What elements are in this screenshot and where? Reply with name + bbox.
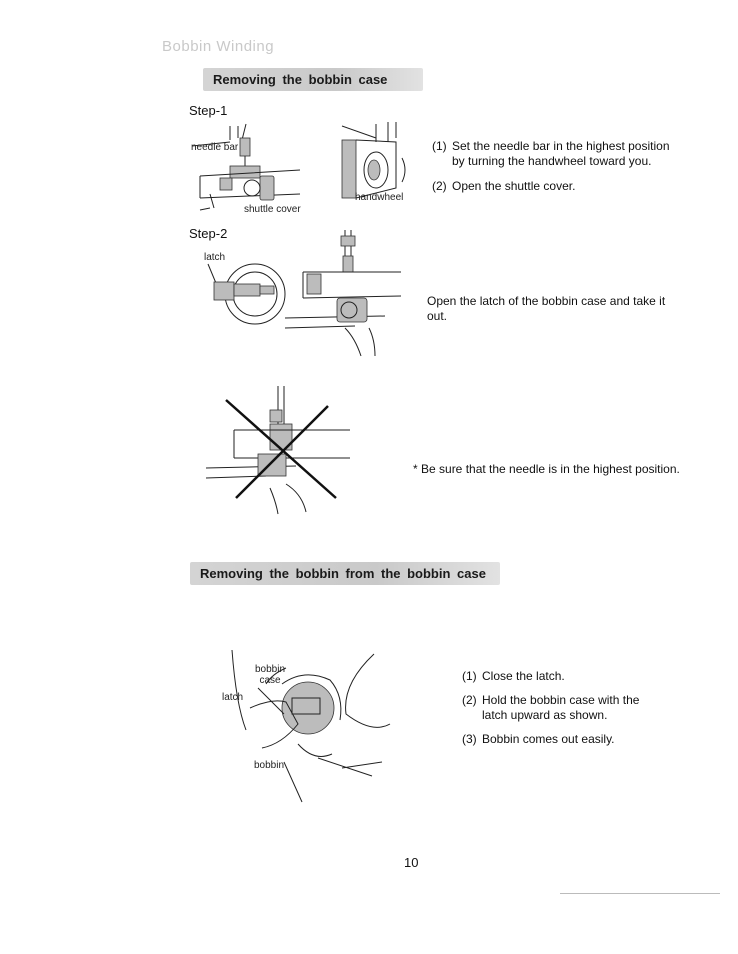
section2-item-2 bbox=[462, 693, 662, 723]
warning-note: * Be sure that the needle is in the highest position. bbox=[413, 462, 680, 476]
section2-item-3 bbox=[462, 732, 662, 747]
step1-instructions bbox=[432, 139, 682, 194]
item-number: (2) bbox=[432, 179, 447, 193]
label-latch-2: latch bbox=[222, 692, 244, 703]
label-bobbin-case: bobbin case bbox=[254, 664, 286, 686]
item-number: (1) bbox=[462, 669, 477, 683]
label-latch: latch bbox=[204, 252, 226, 263]
label-shuttle-cover: shuttle cover bbox=[244, 204, 301, 215]
machine-shuttle-illustration bbox=[285, 228, 405, 358]
step1-item-1 bbox=[432, 139, 682, 169]
label-needle-bar: needle bar bbox=[191, 142, 239, 153]
item-number: (2) bbox=[462, 693, 477, 707]
wrong-needle-position-illustration bbox=[206, 386, 356, 516]
item-text: Set the needle bar in the highest position by turning the handwheel toward you. bbox=[452, 139, 670, 168]
needle-bar-illustration bbox=[190, 118, 310, 218]
item-text: Open the shuttle cover. bbox=[452, 179, 576, 193]
item-text: Close the latch. bbox=[482, 669, 565, 683]
section2-item-1 bbox=[462, 669, 662, 684]
step1-heading: Step-1 bbox=[189, 103, 228, 118]
banner-removing-bobbin-from-case: Removing the bobbin from the bobbin case bbox=[190, 562, 500, 585]
item-text: Bobbin comes out easily. bbox=[482, 732, 615, 746]
bobbin-case-latch-illustration bbox=[200, 258, 290, 338]
step1-item-2 bbox=[432, 179, 682, 194]
label-handwheel: handwheel bbox=[355, 192, 404, 203]
step2-instruction: Open the latch of the bobbin case and take it out. bbox=[427, 294, 666, 323]
scan-line-divider bbox=[560, 893, 720, 894]
section2-instructions bbox=[462, 669, 662, 747]
banner-removing-bobbin-case: Removing the bobbin case bbox=[203, 68, 423, 91]
section-title: Bobbin Winding bbox=[162, 38, 275, 55]
item-number: (3) bbox=[462, 732, 477, 746]
label-bobbin: bobbin bbox=[254, 760, 285, 771]
item-number: (1) bbox=[432, 139, 447, 153]
page-number: 10 bbox=[404, 855, 419, 870]
item-text: Hold the bobbin case with the latch upward as shown. bbox=[482, 693, 640, 722]
step2-heading: Step-2 bbox=[189, 226, 228, 241]
